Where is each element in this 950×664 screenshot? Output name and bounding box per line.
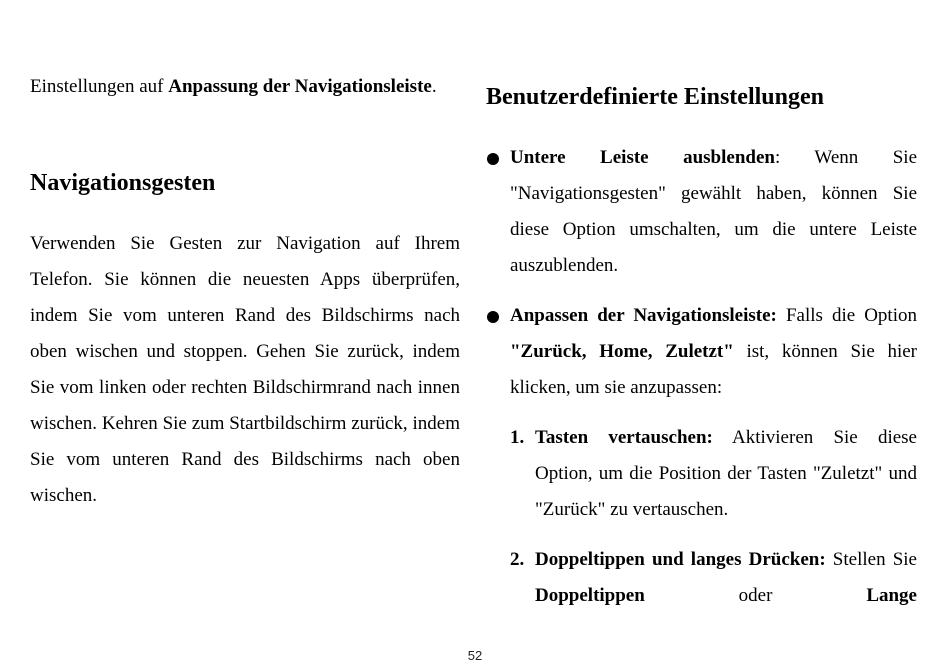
section-heading-custom-settings: Benutzerdefinierte Einstellungen — [486, 84, 824, 110]
numbered-text: Aktivieren Sie diese Option, um die Position der Tasten "Zuletzt" und "Zurück" zu vertauschen. — [535, 427, 917, 520]
bullet-text: Wenn Sie "Navigationsgesten" gewählt haben, können Sie diese Option umschalten, um die untere Leiste auszublenden. — [510, 147, 918, 276]
intro-paragraph — [30, 69, 460, 105]
bullet-dot-icon — [487, 311, 499, 323]
bullet-title: Anpassen der Navigationsleiste: — [510, 305, 777, 326]
numbered-bold-2: Lange — [866, 585, 917, 606]
intro-end: . — [431, 76, 437, 97]
item-number: 2. — [510, 549, 525, 570]
body-paragraph: Verwenden Sie Gesten zur Navigation auf Ihrem Telefon. Sie können die neuesten Apps überprüfen, indem Sie vom unteren Rand des Bildschirms nach oben wischen und stoppen. Gehen Sie zurück, indem Sie vom linken oder rechten Bildschirmrand nach innen wischen. Kehren Sie zum Startbildschirm zurück, indem Sie vom unteren Rand des Bildschirms nach oben wischen. — [30, 233, 460, 506]
bullet-dot-icon — [487, 153, 499, 165]
intro-text: Einstellungen auf — [30, 76, 169, 97]
numbered-title: Tasten vertauschen: — [535, 427, 713, 448]
numbered-text-2: oder — [644, 585, 867, 606]
numbered-bold-1: Doppeltippen — [535, 585, 645, 606]
numbered-item-double-tap — [486, 542, 917, 614]
bullet-sep: : — [774, 147, 815, 168]
bullet-title: Untere Leiste ausblenden — [510, 147, 775, 168]
bullet-text: Falls die Option — [776, 305, 917, 326]
bullet-item-hide-bar — [486, 140, 917, 284]
section-heading-navigation-gestures: Navigationsgesten — [30, 170, 216, 196]
item-number: 1. — [510, 427, 525, 448]
numbered-title: Doppeltippen und langes Drücken: — [535, 549, 826, 570]
page-number: 52 — [467, 648, 483, 663]
numbered-text: Stellen Sie — [825, 549, 917, 570]
bullet-bold-option: "Zurück, Home, Zuletzt" — [510, 341, 734, 362]
bullet-item-customize-bar — [486, 298, 917, 406]
intro-bold-link: Anpassung der Navigationsleiste — [168, 76, 432, 97]
bullet-text-end: ist, können Sie hier klicken, um sie anzupassen: — [510, 341, 917, 398]
numbered-item-swap-keys — [486, 420, 917, 528]
